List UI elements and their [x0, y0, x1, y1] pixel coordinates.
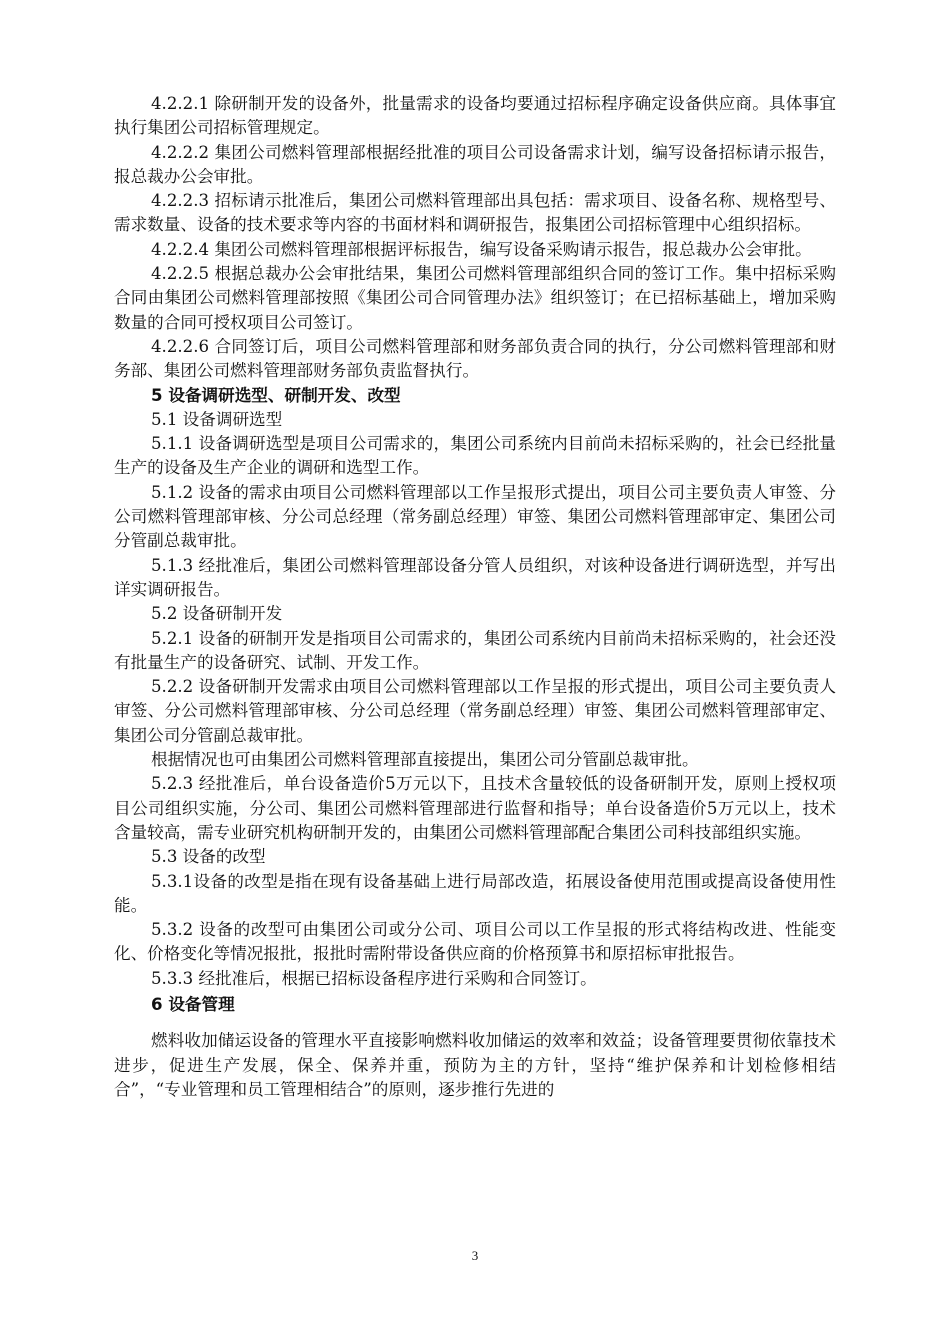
- clause-4-2-2-4: 4.2.2.4 集团公司燃料管理部根据评标报告，编写设备采购请示报告，报总裁办公会审批。: [151, 239, 812, 259]
- clause-5-2-2: 5.2.2 设备研制开发需求由项目公司燃料管理部以工作呈报的形式提出，项目公司主要负责人审签、分公司燃料管理部审核、分公司总经理（常务副总经理）审签、集团公司燃料管理部审定、集团公司分管副总裁审批。: [114, 677, 836, 745]
- clause-4-2-2-5: 4.2.2.5 根据总裁办公会审批结果，集团公司燃料管理部组织合同的签订工作。集中招标采购合同由集团公司燃料管理部按照《集团公司合同管理办法》组织签订；在已招标基础上，增加采购数量的合同可授权项目公司签订。: [114, 264, 836, 332]
- clause-4-2-2-6: 4.2.2.6 合同签订后，项目公司燃料管理部和财务部负责合同的执行，分公司燃料管理部和财务部、集团公司燃料管理部财务部负责监督执行。: [114, 336, 836, 381]
- clause-5-1-1: 5.1.1 设备调研选型是项目公司需求的，集团公司系统内目前尚未招标采购的，社会已经批量生产的设备及生产企业的调研和选型工作。: [114, 434, 836, 478]
- subsection-5-3-heading: 5.3 设备的改型: [151, 847, 266, 867]
- clause-5-2-3: 5.2.3 经批准后，单台设备造价5万元以下，且技术含量较低的设备研制开发，原则上授权项目公司组织实施，分公司、集团公司燃料管理部进行监督和指导；单台设备造价5万元以上，技术含量较高，需专业研究机构研制开发的，由集团公司燃料管理部配合集团公司科技部组织实施。: [114, 774, 836, 842]
- clause-4-2-2-2: 4.2.2.2 集团公司燃料管理部根据经批准的项目公司设备需求计划，编写设备招标请示报告，报总裁办公会审批。: [114, 142, 836, 186]
- clause-5-3-2: 5.3.2 设备的改型可由集团公司或分公司、项目公司以工作呈报的形式将结构改进、性能变化、价格变化等情况报批，报批时需附带设备供应商的价格预算书和原招标审批报告。: [114, 920, 836, 964]
- clause-5-1-2: 5.1.2 设备的需求由项目公司燃料管理部以工作呈报形式提出，项目公司主要负责人审签、分公司燃料管理部审核、分公司总经理（常务副总经理）审签、集团公司燃料管理部审定、集团公司分管副总裁审批。: [114, 482, 836, 551]
- clause-4-2-2-3: 4.2.2.3 招标请示批准后，集团公司燃料管理部出具包括：需求项目、设备名称、规格型号、需求数量、设备的技术要求等内容的书面材料和调研报告，报集团公司招标管理中心组织招标。: [114, 191, 836, 235]
- section-6-intro: 燃料收加储运设备的管理水平直接影响燃料收加储运的效率和效益；设备管理要贯彻依靠技术进步，促进生产发展，保全、保养并重，预防为主的方针，坚持“维护保养和计划检修相结合”，“专业管理和员工管理相结合”的原则，逐步推行先进的: [114, 1031, 836, 1099]
- subsection-5-2-heading: 5.2 设备研制开发: [151, 604, 283, 624]
- section-5-heading: 5 设备调研选型、研制开发、改型: [151, 385, 401, 405]
- clause-5-3-1: 5.3.1设备的改型是指在现有设备基础上进行局部改造，拓展设备使用范围或提高设备使用性能。: [114, 871, 836, 915]
- section-6-heading: 6 设备管理: [151, 994, 235, 1014]
- subsection-5-1-heading: 5.1 设备调研选型: [151, 409, 283, 429]
- page-body: [114, 92, 836, 1102]
- clause-5-2-2-note: 根据情况也可由集团公司燃料管理部直接提出，集团公司分管副总裁审批。: [151, 750, 699, 770]
- page-number: 3: [471, 1248, 479, 1263]
- clause-5-2-1: 5.2.1 设备的研制开发是指项目公司需求的，集团公司系统内目前尚未招标采购的，社会还没有批量生产的设备研究、试制、开发工作。: [114, 628, 836, 672]
- clause-5-1-3: 5.1.3 经批准后，集团公司燃料管理部设备分管人员组织，对该种设备进行调研选型，并写出详实调研报告。: [114, 555, 836, 599]
- clause-4-2-2-1: 4.2.2.1 除研制开发的设备外，批量需求的设备均要通过招标程序确定设备供应商。具体事宜执行集团公司招标管理规定。: [114, 94, 836, 138]
- clause-5-3-3: 5.3.3 经批准后，根据已招标设备程序进行采购和合同签订。: [151, 968, 597, 988]
